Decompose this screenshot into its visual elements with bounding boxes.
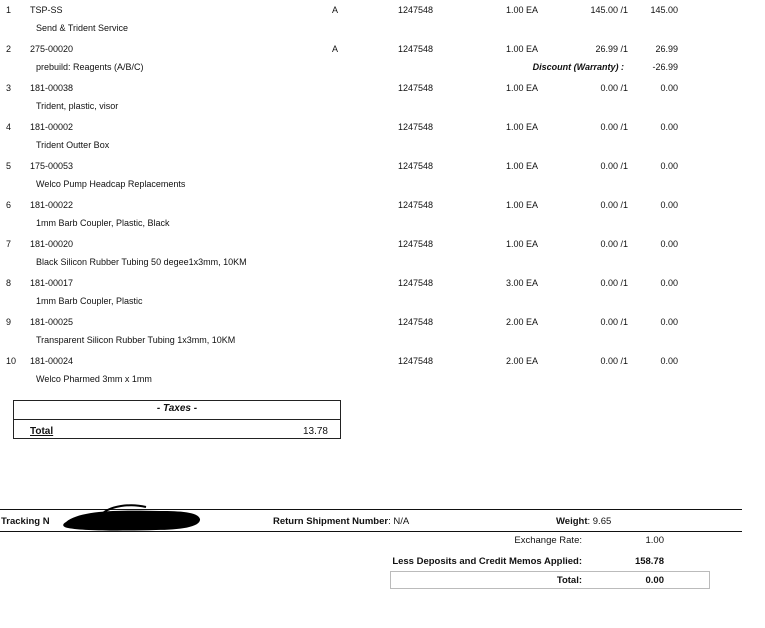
return-shipment xyxy=(273,516,409,527)
weight-label: Weight xyxy=(556,516,588,527)
item-flag: A xyxy=(332,5,339,15)
quantity: 2.00 EA xyxy=(505,317,538,327)
quantity: 2.00 EA xyxy=(505,356,538,366)
order-number: 1247548 xyxy=(398,200,434,210)
line-number: 6 xyxy=(6,200,12,210)
part-number: 181-00017 xyxy=(30,278,74,288)
line-amount: 0.00 xyxy=(660,317,678,327)
line-number: 8 xyxy=(6,278,12,288)
unit-price: 26.99 /1 xyxy=(595,44,628,54)
line-item-row xyxy=(0,39,765,78)
line-amount: 0.00 xyxy=(660,83,678,93)
part-number: 181-00038 xyxy=(30,83,74,93)
tracking-label: Tracking N xyxy=(1,516,50,527)
taxes-total-value: 13.78 xyxy=(302,426,328,437)
line-amount: 145.00 xyxy=(650,5,678,15)
line-amount: 26.99 xyxy=(655,44,678,54)
item-description: Black Silicon Rubber Tubing 50 degee1x3mm, 10KM xyxy=(36,257,247,267)
line-item-row xyxy=(0,0,765,39)
taxes-box xyxy=(13,400,341,439)
return-shipment-value: : N/A xyxy=(388,516,410,527)
quantity: 1.00 EA xyxy=(505,44,538,54)
deposits-value: 158.78 xyxy=(634,556,664,567)
part-number: 181-00020 xyxy=(30,239,74,249)
item-description: 1mm Barb Coupler, Plastic, Black xyxy=(36,218,170,228)
unit-price: 0.00 /1 xyxy=(600,200,628,210)
part-number: 181-00024 xyxy=(30,356,74,366)
taxes-divider xyxy=(14,419,340,420)
line-amount: 0.00 xyxy=(660,161,678,171)
exchange-rate-value: 1.00 xyxy=(645,535,664,546)
part-number: 275-00020 xyxy=(30,44,74,54)
deposits-label: Less Deposits and Credit Memos Applied: xyxy=(392,556,582,567)
order-number: 1247548 xyxy=(398,278,434,288)
line-number: 3 xyxy=(6,83,12,93)
quantity: 1.00 EA xyxy=(505,200,538,210)
line-number: 10 xyxy=(6,356,17,366)
item-description: Trident Outter Box xyxy=(36,140,110,150)
line-item-row xyxy=(0,273,765,312)
unit-price: 0.00 /1 xyxy=(600,161,628,171)
part-number: 181-00025 xyxy=(30,317,74,327)
line-number: 7 xyxy=(6,239,12,249)
item-description: Trident, plastic, visor xyxy=(36,101,119,111)
line-number: 1 xyxy=(6,5,12,15)
item-description: 1mm Barb Coupler, Plastic xyxy=(36,296,143,306)
order-number: 1247548 xyxy=(398,356,434,366)
quantity: 1.00 EA xyxy=(505,239,538,249)
part-number: TSP-SS xyxy=(30,5,63,15)
line-number: 9 xyxy=(6,317,12,327)
unit-price: 0.00 /1 xyxy=(600,317,628,327)
line-amount: 0.00 xyxy=(660,278,678,288)
order-number: 1247548 xyxy=(398,83,434,93)
item-description: Transparent Silicon Rubber Tubing 1x3mm, 10KM xyxy=(36,335,236,345)
discount-label: Discount (Warranty) : xyxy=(532,62,624,72)
unit-price: 0.00 /1 xyxy=(600,122,628,132)
redaction-mark xyxy=(60,500,202,536)
order-number: 1247548 xyxy=(398,239,434,249)
weight xyxy=(556,516,611,527)
item-description: prebuild: Reagents (A/B/C) xyxy=(36,62,144,72)
exchange-rate-label: Exchange Rate: xyxy=(514,535,582,546)
order-number: 1247548 xyxy=(398,122,434,132)
line-item-row xyxy=(0,312,765,351)
order-number: 1247548 xyxy=(398,44,434,54)
line-amount: 0.00 xyxy=(660,356,678,366)
part-number: 181-00022 xyxy=(30,200,74,210)
order-number: 1247548 xyxy=(398,317,434,327)
unit-price: 0.00 /1 xyxy=(600,239,628,249)
unit-price: 0.00 /1 xyxy=(600,278,628,288)
discount-value: -26.99 xyxy=(652,62,678,72)
taxes-title: - Taxes - xyxy=(156,403,198,414)
quantity: 1.00 EA xyxy=(505,161,538,171)
line-item-row xyxy=(0,117,765,156)
line-number: 5 xyxy=(6,161,12,171)
unit-price: 0.00 /1 xyxy=(600,356,628,366)
line-amount: 0.00 xyxy=(660,239,678,249)
line-item-row xyxy=(0,195,765,234)
quantity: 3.00 EA xyxy=(505,278,538,288)
weight-value: : 9.65 xyxy=(587,516,612,527)
item-description: Send & Trident Service xyxy=(36,23,129,33)
line-item-row xyxy=(0,351,765,390)
taxes-total-label: Total xyxy=(30,426,54,437)
order-number: 1247548 xyxy=(398,161,434,171)
item-flag: A xyxy=(332,44,339,54)
order-number: 1247548 xyxy=(398,5,434,15)
item-description: Welco Pump Headcap Replacements xyxy=(36,179,186,189)
quantity: 1.00 EA xyxy=(505,83,538,93)
line-item-row xyxy=(0,78,765,117)
line-amount: 0.00 xyxy=(660,200,678,210)
item-description: Welco Pharmed 3mm x 1mm xyxy=(36,374,152,384)
line-item-row xyxy=(0,156,765,195)
grand-total-label: Total: xyxy=(556,575,582,586)
quantity: 1.00 EA xyxy=(505,122,538,132)
grand-total-value: 0.00 xyxy=(645,575,664,586)
unit-price: 145.00 /1 xyxy=(590,5,628,15)
part-number: 181-00002 xyxy=(30,122,74,132)
line-item-row xyxy=(0,234,765,273)
line-amount: 0.00 xyxy=(660,122,678,132)
quantity: 1.00 EA xyxy=(505,5,538,15)
part-number: 175-00053 xyxy=(30,161,74,171)
return-shipment-label: Return Shipment Number xyxy=(273,516,389,527)
line-number: 4 xyxy=(6,122,12,132)
unit-price: 0.00 /1 xyxy=(600,83,628,93)
line-number: 2 xyxy=(6,44,12,54)
